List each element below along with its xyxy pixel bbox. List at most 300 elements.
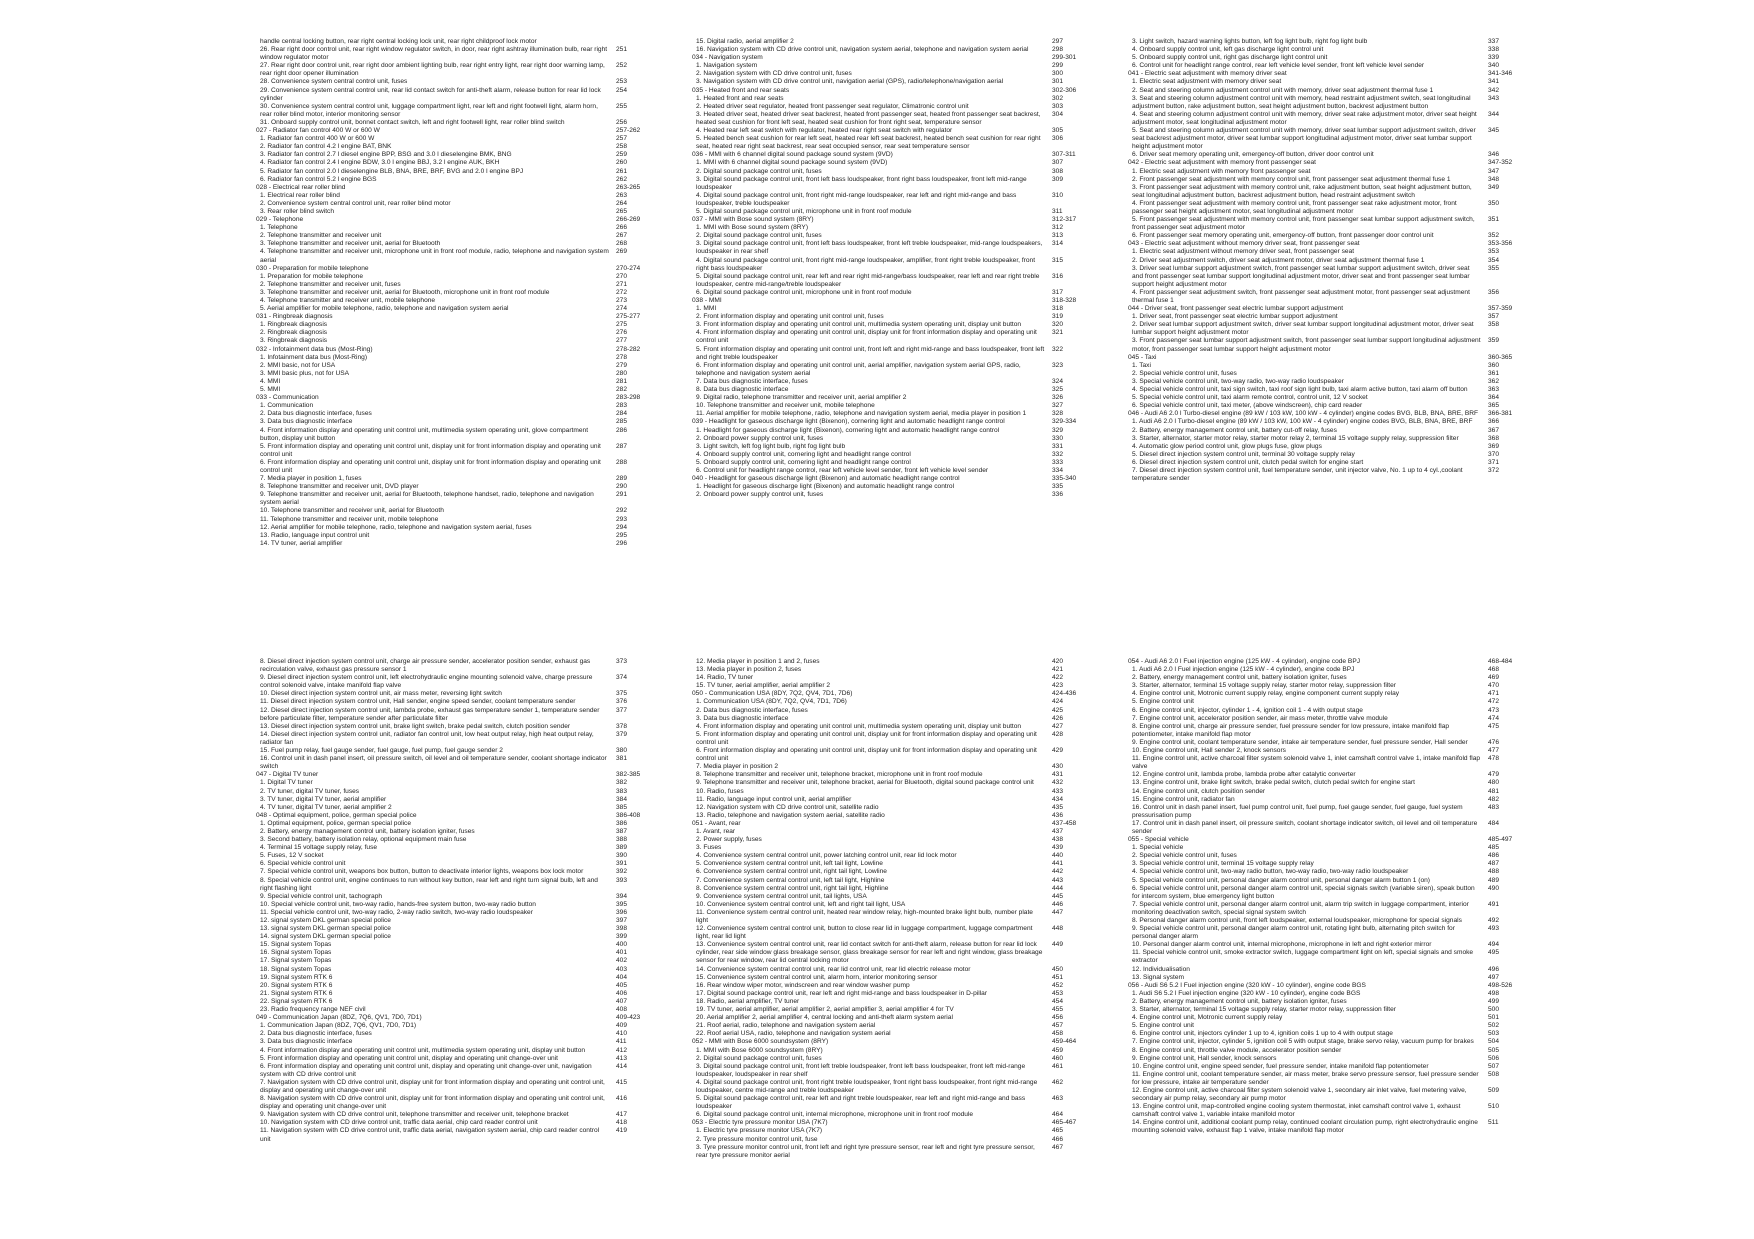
- entry-page-number: 261: [616, 167, 628, 175]
- entry-page-number: 274: [616, 305, 628, 313]
- entry-text: 14. Diesel direct injection system control unit, radiator fan control unit, low heat output relay, high heat output relay, radiator fan: [260, 730, 594, 746]
- entry-text: 12. Engine control unit, active charcoal filter system solenoid valve 1, secondary air inlet valve, fuel metering valve, secondary air pump relay, secondary air pump motor: [1132, 1086, 1467, 1103]
- index-entry-row: [692, 362, 1112, 378]
- entry-page-number: 302: [1052, 94, 1064, 102]
- entry-text: 3. Digital sound package control unit, front left bass loudspeaker, front right bass loudspeaker, front left mid-range loudspeaker: [696, 175, 1027, 191]
- entry-text: 053 - Electric tyre pressure monitor USA (7K7): [692, 1119, 828, 1127]
- index-entry-row: [256, 297, 676, 305]
- entry-text: 10. Special vehicle control unit, two-way radio, hands-free system button, two-way radio button: [260, 900, 536, 908]
- section-heading-row: [1128, 305, 1548, 313]
- entry-page-number: 376: [616, 698, 628, 706]
- index-entry-row: [1128, 949, 1548, 965]
- index-entry-row: [1128, 698, 1548, 706]
- entry-text: 14. signal system DKL german special police: [260, 933, 391, 941]
- entry-text: 2. Special vehicle control unit, fuses: [1132, 852, 1237, 860]
- section-heading-row: [692, 87, 1112, 95]
- entry-text: 032 - Infotainment data bus (Most-Ring): [256, 345, 373, 353]
- index-entry-row: [692, 966, 1112, 974]
- entry-text: 7. Media player in position 1, fuses: [260, 475, 362, 483]
- entry-text: 037 - MMI with Bose sound system (8RY): [692, 216, 814, 224]
- entry-text: 2. Front information display and operating unit control unit, fuses: [696, 313, 884, 321]
- entry-page-number: 391: [616, 860, 628, 868]
- entry-text: 1. Audi A6 2.0 l Fuel injection engine (125 kW - 4 cylinder), engine code BPJ: [1132, 666, 1355, 674]
- index-entry-row: [692, 901, 1112, 909]
- entry-text: 16. Control unit in dash panel insert, fuel pump control unit, fuel pump, fuel gauge sender, fuel gauge, fuel system pressurisation pump: [1132, 803, 1463, 819]
- entry-page-number: 459: [1052, 1046, 1064, 1054]
- entry-page-number: 422: [1052, 674, 1064, 682]
- entry-page-number: 428: [1052, 730, 1064, 738]
- entry-page-number: 438: [1052, 836, 1064, 844]
- entry-page-number: 419: [616, 1127, 628, 1135]
- entry-text: 14. Engine control unit, additional coolant pump relay, continued coolant circulation pump, right electrohydraulic engine mounting solenoid valve, exhaust flap 1 valve, intake manifold flap motor: [1132, 1119, 1478, 1135]
- entry-text: 4. Engine control unit, Motronic current supply relay, engine component current supply relay: [1132, 690, 1400, 698]
- index-entry-row: [692, 273, 1112, 289]
- entry-text: 6. Engine control unit, injector, cylinder 1 - 4, ignition coil 1 - 4 with output stage: [1132, 706, 1363, 714]
- index-entry-row: [692, 1111, 1112, 1119]
- entry-page-number: 331: [1052, 442, 1064, 450]
- entry-page-number: 389: [616, 844, 628, 852]
- index-entry-row: [1128, 200, 1548, 216]
- section-heading-row: [692, 216, 1112, 224]
- entry-page-number: 403: [616, 965, 628, 973]
- entry-text: 5. Diesel direct injection system control unit, terminal 30 voltage supply relay: [1132, 450, 1355, 458]
- entry-text: 8. Engine control unit, charge air pressure sender, fuel pressure sender for low pressure, intake manifold flap potentiometer, intake manifold flap motor: [1132, 722, 1450, 738]
- entry-page-number: 487: [1488, 860, 1500, 868]
- entry-text: 056 - Audi S6 5.2 l Fuel injection engine (320 kW - 10 cylinder), engine code BGS: [1128, 981, 1366, 989]
- entry-page-number: 324: [1052, 377, 1064, 385]
- entry-text: 11. Engine control unit, coolant temperature sender, air mass meter, brake servo pressure sensor, fuel pressure sender for low pressure, intake air temperature sender: [1132, 1070, 1479, 1086]
- index-entry-row: [256, 690, 676, 698]
- entry-text: 13. Diesel direct injection system control unit, brake light switch, brake pedal switch, clutch position sender: [260, 722, 571, 730]
- entry-text: 1. Heated front and rear seats: [696, 94, 784, 102]
- entry-text: 5. Convenience system central control unit, left tail light, Lowline: [696, 860, 883, 868]
- index-entry-row: [692, 763, 1112, 771]
- entry-page-number: 336: [1052, 491, 1064, 499]
- entry-page-number: 337: [1488, 38, 1500, 45]
- entry-text: 2. Data bus diagnostic interface, fuses: [260, 1030, 372, 1038]
- entry-text: 11. Diesel direct injection system control unit, Hall sender, engine speed sender, coolant temperature sender: [260, 698, 576, 706]
- index-column-bottom-right: [1128, 658, 1548, 1136]
- index-entry-row: [692, 836, 1112, 844]
- entry-text: 10. Engine control unit, engine speed sender, fuel pressure sender, intake manifold flap potentiometer: [1132, 1062, 1429, 1070]
- entry-text: 9. Engine control unit, coolant temperature sender, intake air temperature sender, fuel pressure sender, Hall sender: [1132, 738, 1468, 746]
- entry-text: 3. Driver seat lumbar support adjustment switch, front passenger seat lumbar support adjustment switch, driver seat and front passenger seat lumbar support longitudinal adjustment motor, driver seat and front passenger seat lumbar support height adjustment motor: [1132, 264, 1470, 288]
- entry-text: 5. Fuses, 12 V socket: [260, 852, 324, 860]
- entry-page-number: 338: [1488, 46, 1500, 54]
- entry-text: 3. Tyre pressure monitor control unit, front left and right tyre pressure sensor, rear left and right tyre pressure sensor, rear tyre pressure monitor aerial: [696, 1143, 1035, 1159]
- entry-page-number: 372: [1488, 466, 1500, 474]
- section-heading-row: [1128, 354, 1548, 362]
- entry-text: 6. Engine control unit, injectors cylinder 1 up to 4, ignition coils 1 up to 4 with output stage: [1132, 1030, 1393, 1038]
- entry-text: 4. Convenience system central control unit, power latching control unit, rear lid lock motor: [696, 852, 957, 860]
- index-entry-row: [692, 159, 1112, 167]
- entry-page-number: 431: [1052, 771, 1064, 779]
- index-entry-row: [1128, 771, 1548, 779]
- section-heading-row: [1128, 410, 1548, 418]
- entry-text: 8. Personal danger alarm control unit, front left loudspeaker, external loudspeaker, microphone for special signals: [1132, 917, 1462, 924]
- entry-text: handle central locking button, rear right central locking lock unit, rear right childproof lock motor: [260, 38, 537, 45]
- entry-page-number: 484: [1488, 819, 1500, 827]
- entry-page-number: 278-282: [616, 345, 641, 353]
- index-entry-row: [692, 135, 1112, 151]
- index-entry-row: [256, 386, 676, 394]
- index-entry-row: [692, 232, 1112, 240]
- entry-page-number: [616, 38, 676, 46]
- entry-text: 2. Special vehicle control unit, fuses: [1132, 369, 1237, 377]
- index-entry-row: [1128, 820, 1548, 836]
- section-heading-row: [692, 297, 1112, 305]
- entry-text: 21. Signal system RTK 6: [260, 989, 333, 997]
- entry-page-number: 442: [1052, 868, 1064, 876]
- index-entry-row: [692, 885, 1112, 893]
- index-entry-row: [256, 224, 676, 232]
- entry-text: 4. Digital sound package control unit, front right mid-range loudspeaker, amplifier, front right treble loudspeaker, front right bass loudspeaker: [696, 256, 1036, 272]
- index-entry-row: [256, 491, 676, 507]
- entry-text: 6. Front information display and operating unit control unit, display unit for front information display and operating unit control unit: [696, 747, 1037, 763]
- index-entry-row: [256, 868, 676, 876]
- index-entry-row: [1128, 1055, 1548, 1063]
- index-entry-row: [1128, 386, 1548, 394]
- entry-page-number: 333: [1052, 458, 1064, 466]
- index-entry-row: [256, 804, 676, 812]
- index-entry-row: [256, 1047, 676, 1055]
- entry-page-number: 472: [1488, 698, 1500, 706]
- entry-page-number: 490: [1488, 884, 1500, 892]
- index-entry-row: [1128, 1103, 1548, 1119]
- entry-page-number: 478: [1488, 755, 1500, 763]
- entry-page-number: 253: [616, 78, 628, 86]
- index-entry-row: [256, 427, 676, 443]
- entry-page-number: 476: [1488, 738, 1500, 746]
- index-entry-row: [1128, 1047, 1548, 1055]
- entry-text: 2. Data bus diagnostic interface, fuses: [696, 706, 808, 714]
- entry-text: 3. Fuses: [696, 844, 722, 852]
- entry-page-number: 457: [1052, 1022, 1064, 1030]
- index-entry-row: [256, 796, 676, 804]
- entry-text: 3. Telephone transmitter and receiver unit, aerial for Bluetooth: [260, 240, 441, 248]
- index-entry-row: [256, 78, 676, 86]
- entry-text: 4. Front information display and operating unit control unit, multimedia system operating unit, display unit button: [260, 1046, 586, 1054]
- entry-text: 3. Rear roller blind switch: [260, 207, 335, 215]
- entry-text: 2. Battery, energy management control unit, battery isolation igniter, fuses: [1132, 674, 1347, 682]
- entry-text: 051 - Avant, rear: [692, 819, 741, 827]
- entry-text: 4. Front information display and operating unit control unit, display unit for front information display and operating unit control unit: [696, 329, 1037, 345]
- entry-page-number: 374: [616, 674, 628, 682]
- index-entry-row: [256, 747, 676, 755]
- entry-page-number: 271: [616, 280, 628, 288]
- entry-text: 4. Special vehicle control unit, taxi sign switch, taxi roof sign light bulb, taxi alarm active button, taxi alarm off button: [1132, 386, 1468, 394]
- entry-text: 4. Digital sound package control unit, front right treble loudspeaker, front right bass loudspeaker, front right mid-range loudspeaker, centre mid-range and treble loudspeaker: [696, 1078, 1038, 1094]
- index-entry-row: [1128, 666, 1548, 674]
- section-heading-row: [256, 394, 676, 402]
- entry-page-number: 452: [1052, 981, 1064, 989]
- entry-page-number: 323: [1052, 361, 1064, 369]
- entry-page-number: 305: [1052, 127, 1064, 135]
- entry-text: 7. Convenience system central control unit, left tail light, Highline: [696, 876, 885, 884]
- entry-text: 3. Data bus diagnostic interface: [260, 1038, 353, 1046]
- entry-text: 3. Radiator fan control 2.7 l diesel engine BPP, BSG and 3.0 l dieselengine BMK, BNG: [260, 151, 512, 159]
- entry-text: 6. Special vehicle control unit, taxi meter, (above windscreen), chip card reader: [1132, 402, 1363, 410]
- index-entry-row: [256, 483, 676, 491]
- index-column-top-right: [1128, 38, 1548, 483]
- entry-page-number: 494: [1488, 941, 1500, 949]
- entry-text: 055 - Special vehicle: [1128, 836, 1189, 844]
- index-entry-row: [256, 836, 676, 844]
- index-entry-row: [256, 362, 676, 370]
- index-entry-row: [1128, 1022, 1548, 1030]
- index-entry-row: [692, 386, 1112, 394]
- index-entry-row: [1128, 38, 1548, 46]
- index-entry-row: [256, 38, 676, 46]
- entry-text: 3. Starter, alternator, terminal 15 voltage supply relay, starter motor relay, suppression filter: [1132, 1006, 1396, 1014]
- entry-page-number: 459-464: [1052, 1038, 1077, 1046]
- entry-page-number: 417: [616, 1111, 628, 1119]
- index-column-bottom-left: [256, 658, 676, 1144]
- entry-page-number: 317: [1052, 288, 1064, 296]
- entry-page-number: 267: [616, 232, 628, 240]
- entry-text: 048 - Optimal equipment, police, german special police: [256, 811, 417, 819]
- entry-text: 9. Telephone transmitter and receiver unit, telephone bracket, aerial for Bluetooth, digital sound package control unit: [696, 779, 1034, 787]
- entry-page-number: 424-436: [1052, 690, 1077, 698]
- entry-text: 1. Electric seat adjustment without memory driver seat, front passenger seat: [1132, 248, 1355, 256]
- index-entry-row: [1128, 184, 1548, 200]
- entry-page-number: 251: [616, 46, 628, 54]
- entry-page-number: 412: [616, 1046, 628, 1054]
- entry-text: 5. Front information display and operating unit control unit, display unit for front information display and operating unit control unit: [260, 442, 601, 458]
- entry-text: 22. Signal system RTK 6: [260, 997, 333, 1005]
- entry-page-number: 343: [1488, 94, 1500, 102]
- index-entry-row: [1128, 435, 1548, 443]
- entry-text: 2. Driver seat adjustment switch, driver seat adjustment motor, driver seat adjustment thermal fuse 1: [1132, 256, 1425, 264]
- entry-page-number: 397: [616, 917, 628, 924]
- entry-text: 16. Navigation system with CD drive control unit, navigation system aerial, telephone and navigation system aerial: [696, 46, 1029, 54]
- entry-page-number: 398: [616, 925, 628, 933]
- index-entry-row: [256, 723, 676, 731]
- entry-page-number: 463: [1052, 1095, 1064, 1103]
- entry-page-number: 283-298: [616, 394, 641, 402]
- index-entry-row: [692, 410, 1112, 418]
- entry-text: 20. Signal system RTK 6: [260, 981, 333, 989]
- entry-page-number: 385: [616, 803, 628, 811]
- entry-text: 7. Engine control unit, accelerator position sender, air mass meter, throttle valve module: [1132, 714, 1388, 722]
- entry-text: 10. Telephone transmitter and receiver unit, aerial for Bluetooth: [260, 507, 444, 515]
- index-entry-row: [692, 698, 1112, 706]
- index-entry-row: [692, 176, 1112, 192]
- entry-text: 5. Front information display and operating unit control unit, display and operating unit change-over unit: [260, 1054, 559, 1062]
- entry-text: 15. Engine control unit, radiator fan: [1132, 795, 1235, 803]
- entry-page-number: 468-484: [1488, 658, 1513, 665]
- entry-page-number: 365: [1488, 402, 1500, 410]
- entry-page-number: 435: [1052, 803, 1064, 811]
- entry-page-number: 287: [616, 442, 628, 450]
- entry-text: 2. MMI basic, not for USA: [260, 361, 336, 369]
- entry-page-number: 292: [616, 507, 628, 515]
- entry-text: 9. Special vehicle control unit, tachograph: [260, 892, 383, 900]
- entry-page-number: 501: [1488, 1014, 1500, 1022]
- index-entry-row: [1128, 885, 1548, 901]
- entry-text: 5. Special vehicle control unit, taxi alarm remote control, control unit, 12 V socket: [1132, 394, 1368, 402]
- index-entry-row: [256, 135, 676, 143]
- entry-text: 1. Electric seat adjustment with memory front passenger seat: [1132, 167, 1311, 175]
- entry-page-number: 436: [1052, 811, 1064, 819]
- entry-text: 1. Digital TV tuner: [260, 779, 313, 787]
- entry-text: 034 - Navigation system: [692, 54, 763, 62]
- entry-page-number: 423: [1052, 682, 1064, 690]
- entry-page-number: 488: [1488, 868, 1500, 876]
- index-entry-row: [256, 925, 676, 933]
- entry-text: 2. Battery, energy management control unit, battery isolation igniter, fuses: [1132, 997, 1347, 1005]
- entry-page-number: 310: [1052, 191, 1064, 199]
- index-entry-row: [256, 755, 676, 771]
- entry-text: 2. Onboard power supply control unit, fuses: [696, 434, 824, 442]
- entry-page-number: 390: [616, 852, 628, 860]
- entry-page-number: 441: [1052, 860, 1064, 868]
- index-entry-row: [256, 443, 676, 459]
- index-entry-row: [256, 459, 676, 475]
- entry-page-number: 507: [1488, 1062, 1500, 1070]
- entry-text: 1. Taxi: [1132, 361, 1151, 369]
- index-entry-row: [692, 893, 1112, 901]
- index-entry-row: [692, 103, 1112, 111]
- index-entry-row: [256, 119, 676, 127]
- entry-page-number: 272: [616, 288, 628, 296]
- entry-text: 039 - Headlight for gaseous discharge light (Bixenon), cornering light and automatic headlight range control: [692, 418, 1005, 426]
- index-entry-row: [256, 532, 676, 540]
- entry-text: 10. Engine control unit, Hall sender 2, knock sensors: [1132, 747, 1286, 755]
- index-entry-row: [256, 707, 676, 723]
- entry-page-number: 482: [1488, 795, 1500, 803]
- entry-text: 3. Ringbreak diagnosis: [260, 337, 328, 345]
- entry-page-number: 408: [616, 1006, 628, 1014]
- entry-page-number: 502: [1488, 1022, 1500, 1030]
- entry-text: 3. Light switch, hazard warning lights button, left fog light bulb, right fog light bulb: [1132, 38, 1368, 45]
- entry-text: 6. Special vehicle control unit, personal danger alarm control unit, special signals switch (variable siren), speak button for intercom system, blue emergency light button: [1132, 884, 1475, 900]
- entry-text: 2. Ringbreak diagnosis: [260, 329, 328, 337]
- index-entry-row: [692, 925, 1112, 941]
- entry-page-number: 278: [616, 353, 628, 361]
- index-entry-row: [1128, 868, 1548, 876]
- entry-page-number: 368: [1488, 434, 1500, 442]
- index-entry-row: [692, 62, 1112, 70]
- entry-text: 16. Control unit in dash panel insert, oil pressure switch, oil level and oil temperature sender, coolant shortage indicator switch: [260, 755, 607, 771]
- entry-page-number: 489: [1488, 876, 1500, 884]
- entry-page-number: 451: [1052, 973, 1064, 981]
- index-entry-row: [1128, 378, 1548, 386]
- entry-page-number: 318: [1052, 305, 1064, 313]
- entry-text: 3. Second battery, battery isolation relay, optional equipment main fuse: [260, 836, 467, 844]
- entry-text: 6. Radiator fan control 5.2 l engine BGS: [260, 175, 377, 183]
- entry-text: 3. Navigation system with CD drive control unit, navigation aerial (GPS), radio/telephone/navigation aerial: [696, 78, 1004, 86]
- index-entry-row: [1128, 459, 1548, 467]
- index-entry-row: [1128, 321, 1548, 337]
- entry-page-number: 473: [1488, 706, 1500, 714]
- entry-text: 11. Radio, language input control unit, aerial amplifier: [696, 795, 852, 803]
- entry-text: 31. Onboard supply control unit, bonnet contact switch, left and right footwell light, rear roller blind switch: [260, 118, 565, 126]
- index-entry-row: [1128, 779, 1548, 787]
- entry-text: 5. Front information display and operating unit control unit, front left and right mid-range and bass loudspeaker, front left and right treble loudspeaker: [696, 345, 1045, 361]
- entry-page-number: 257-262: [616, 127, 641, 135]
- index-entry-row: [1128, 451, 1548, 459]
- index-entry-row: [692, 771, 1112, 779]
- entry-text: 054 - Audi A6 2.0 l Fuel injection engine (125 kW - 4 cylinder), engine code BPJ: [1128, 658, 1361, 665]
- index-entry-row: [692, 1079, 1112, 1095]
- index-entry-row: [256, 974, 676, 982]
- entry-page-number: 341: [1488, 78, 1500, 86]
- index-entry-row: [256, 828, 676, 836]
- index-entry-row: [1128, 755, 1548, 771]
- index-entry-row: [256, 305, 676, 313]
- entry-page-number: 496: [1488, 965, 1500, 973]
- entry-text: 029 - Telephone: [256, 216, 304, 224]
- entry-page-number: 483: [1488, 803, 1500, 811]
- index-entry-row: [1128, 467, 1548, 483]
- index-entry-row: [1128, 1038, 1548, 1046]
- entry-page-number: 479: [1488, 771, 1500, 779]
- entry-page-number: 447: [1052, 908, 1064, 916]
- entry-page-number: 286: [616, 426, 628, 434]
- section-heading-row: [692, 1038, 1112, 1046]
- entry-page-number: 379: [616, 730, 628, 738]
- entry-text: 7. Engine control unit, injector, cylinder 5, ignition coil 5 with output stage, brake servo relay, vacuum pump for brakes: [1132, 1038, 1474, 1046]
- entry-page-number: 392: [616, 868, 628, 876]
- index-entry-row: [256, 200, 676, 208]
- entry-text: 7. Diesel direct injection system control unit, fuel temperature sender, unit injector valve, No. 1 up to 4 cyl.,coolant temperature sender: [1132, 466, 1463, 483]
- entry-text: 1. MMI: [696, 305, 717, 313]
- entry-text: 3. Starter, alternator, terminal 15 voltage supply relay, starter motor relay, suppression filter: [1132, 682, 1396, 690]
- entry-page-number: 295: [616, 531, 628, 539]
- index-entry-row: [256, 852, 676, 860]
- entry-page-number: 427: [1052, 722, 1064, 730]
- index-entry-row: [1128, 1119, 1548, 1135]
- entry-text: 9. Convenience system central control unit, tail lights, USA: [696, 892, 867, 900]
- entry-page-number: 256: [616, 118, 628, 126]
- entry-text: 4. Special vehicle control unit, two-way radio button, two-way radio, two-way radio loudspeaker: [1132, 868, 1409, 876]
- index-entry-row: [1128, 176, 1548, 184]
- index-entry-row: [256, 1063, 676, 1079]
- entry-text: 035 - Heated front and rear seats: [692, 86, 790, 94]
- entry-page-number: 297: [1052, 38, 1064, 45]
- index-entry-row: [1128, 901, 1548, 917]
- entry-page-number: 413: [616, 1054, 628, 1062]
- index-entry-row: [256, 507, 676, 515]
- entry-text: 8. Telephone transmitter and receiver unit, DVD player: [260, 483, 419, 491]
- index-entry-row: [1128, 804, 1548, 820]
- index-entry-row: [692, 674, 1112, 682]
- entry-text: 3. Starter, alternator, starter motor relay, starter motor relay 2, terminal 15 voltage supply relay, suppression filter: [1132, 434, 1459, 442]
- section-heading-row: [692, 54, 1112, 62]
- entry-text: 1. Electrical rear roller blind: [260, 191, 340, 199]
- index-entry-row: [1128, 394, 1548, 402]
- entry-text: 6. Driver seat memory operating unit, emergency-off button, driver door control unit: [1132, 151, 1374, 159]
- entry-page-number: 409-423: [616, 1014, 641, 1022]
- index-entry-row: [1128, 95, 1548, 111]
- entry-page-number: 386: [616, 819, 628, 827]
- index-entry-row: [256, 860, 676, 868]
- index-entry-row: [256, 949, 676, 957]
- entry-page-number: 454: [1052, 997, 1064, 1005]
- entry-page-number: 373: [616, 658, 628, 665]
- entry-text: 13. Engine control unit, brake light switch, brake pedal switch, clutch pedal switch for engine start: [1132, 779, 1415, 787]
- entry-page-number: 359: [1488, 337, 1500, 345]
- index-entry-row: [256, 1111, 676, 1119]
- entry-page-number: 455: [1052, 1006, 1064, 1014]
- index-entry-row: [256, 418, 676, 426]
- entry-text: 14. Convenience system central control unit, rear lid control unit, rear lid electric release motor: [696, 965, 971, 973]
- entry-text: 4. Radiator fan control 2.4 l engine BDW, 3.0 l engine BBJ, 3.2 l engine AUK, BKH: [260, 159, 500, 167]
- index-entry-row: [1128, 418, 1548, 426]
- entry-page-number: 388: [616, 836, 628, 844]
- entry-text: 4. Automatic glow period control unit, glow plugs fuse, glow plugs: [1132, 442, 1322, 450]
